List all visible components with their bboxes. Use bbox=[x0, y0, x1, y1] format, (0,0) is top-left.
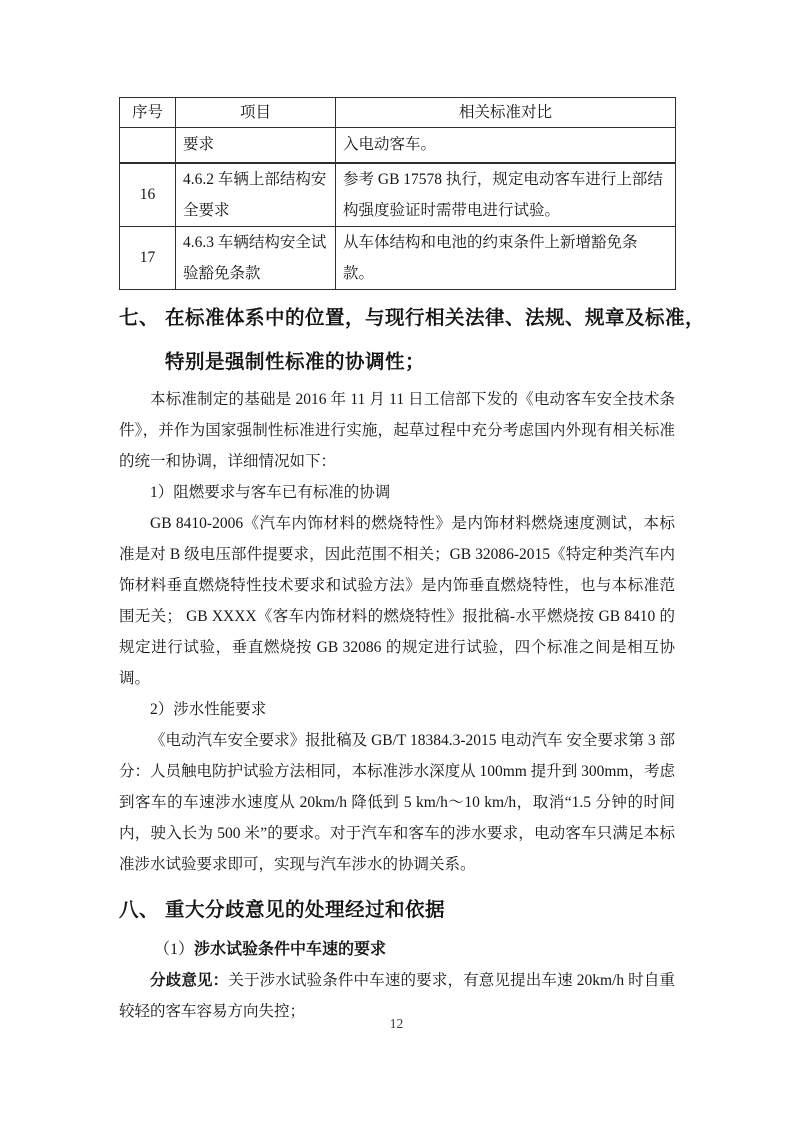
section-8-number: 八、 bbox=[119, 898, 160, 921]
table-row bbox=[120, 226, 676, 289]
column-header-comparison: 相关标准对比 bbox=[336, 98, 676, 128]
section-8-title: 重大分歧意见的处理经过和依据 bbox=[165, 898, 446, 921]
section-7-number: 七、 bbox=[119, 306, 160, 329]
cell-no: 17 bbox=[120, 226, 176, 289]
section-7-title-line2: 特别是强制性标准的协调性； bbox=[165, 350, 426, 373]
table-header-row bbox=[120, 98, 676, 128]
section-7-item-1-title: 1）阻燃要求与客车已有标准的协调 bbox=[150, 483, 391, 501]
subitem-1-title: 涉水试验条件中车速的要求 bbox=[194, 940, 387, 958]
column-header-item: 项目 bbox=[176, 98, 336, 128]
cell-item: 4.6.2 车辆上部结构安全要求 bbox=[176, 163, 336, 227]
cell-item: 4.6.3 车辆结构安全试验豁免条款 bbox=[176, 226, 336, 289]
column-header-no: 序号 bbox=[120, 98, 176, 128]
section-8-subitem-1-heading bbox=[119, 934, 675, 965]
section-7-title-line1: 在标准体系中的位置，与现行相关法律、法规、规章及标准， bbox=[165, 306, 706, 329]
cell-comparison: 从车体结构和电池的约束条件上新增豁免条款。 bbox=[336, 226, 676, 289]
section-7-heading bbox=[119, 296, 706, 384]
cell-no: 16 bbox=[120, 163, 176, 227]
cell-comparison: 参考 GB 17578 执行，规定电动客车进行上部结构强度验证时需带电进行试验。 bbox=[336, 163, 676, 227]
cell-no bbox=[120, 128, 176, 163]
dissent-label: 分歧意见： bbox=[150, 971, 229, 989]
section-8-heading bbox=[119, 888, 675, 932]
section-7-item-2-body: 《电动汽车安全要求》报批稿及 GB/T 18384.3-2015 电动汽车 安全要求第 3 部分：人员触电防护试验方法相同，本标准涉水深度从 100mm 提升到 300mm，考虑到客车的车速涉水速度从 20km/h 降低到 5 km/h～10 km/h，取消“1.5 分钟的时间内，驶入长为 500 米”的要求。对于汽车和客车的涉水要求，电动客车只满足本标准涉水试验要求即可，实现与汽车涉水的协调关系。 bbox=[119, 731, 675, 873]
section-7-item-2-title: 2）涉水性能要求 bbox=[150, 700, 267, 718]
dissent-body: 关于涉水试验条件中车速的要求，有意见提出车速 20km/h 时自重较轻的客车容易方向失控； bbox=[119, 971, 675, 1020]
subitem-1-prefix: （1） bbox=[154, 940, 195, 958]
table-row bbox=[120, 163, 676, 227]
section-7-title bbox=[165, 296, 705, 384]
cell-item: 要求 bbox=[176, 128, 336, 163]
section-7-paragraph-1: 本标准制定的基础是 2016 年 11 月 11 日工信部下发的《电动客车安全技术条件》，并作为国家强制性标准进行实施，起草过程中充分考虑国内外现有相关标准的统一和协调，详细情况如下： bbox=[119, 390, 675, 470]
cell-comparison: 入电动客车。 bbox=[336, 128, 676, 163]
standards-comparison-table bbox=[119, 97, 676, 290]
section-7-item-1-body: GB 8410-2006《汽车内饰材料的燃烧特性》是内饰材料燃烧速度测试，本标准是对 B 级电压部件提要求，因此范围不相关；GB 32086-2015《特定种类汽车内饰材料垂直燃烧特性技术要求和试验方法》是内饰垂直燃烧特性，也与本标准范围无关； GB XXXX《客车内饰材料的燃烧特性》报批稿-水平燃烧按 GB 8410 的规定进行试验，垂直燃烧按 GB 32086 的规定进行试验，四个标准之间是相互协调。 bbox=[119, 514, 675, 687]
page-number: 12 bbox=[389, 1016, 404, 1031]
table-row bbox=[120, 128, 676, 163]
